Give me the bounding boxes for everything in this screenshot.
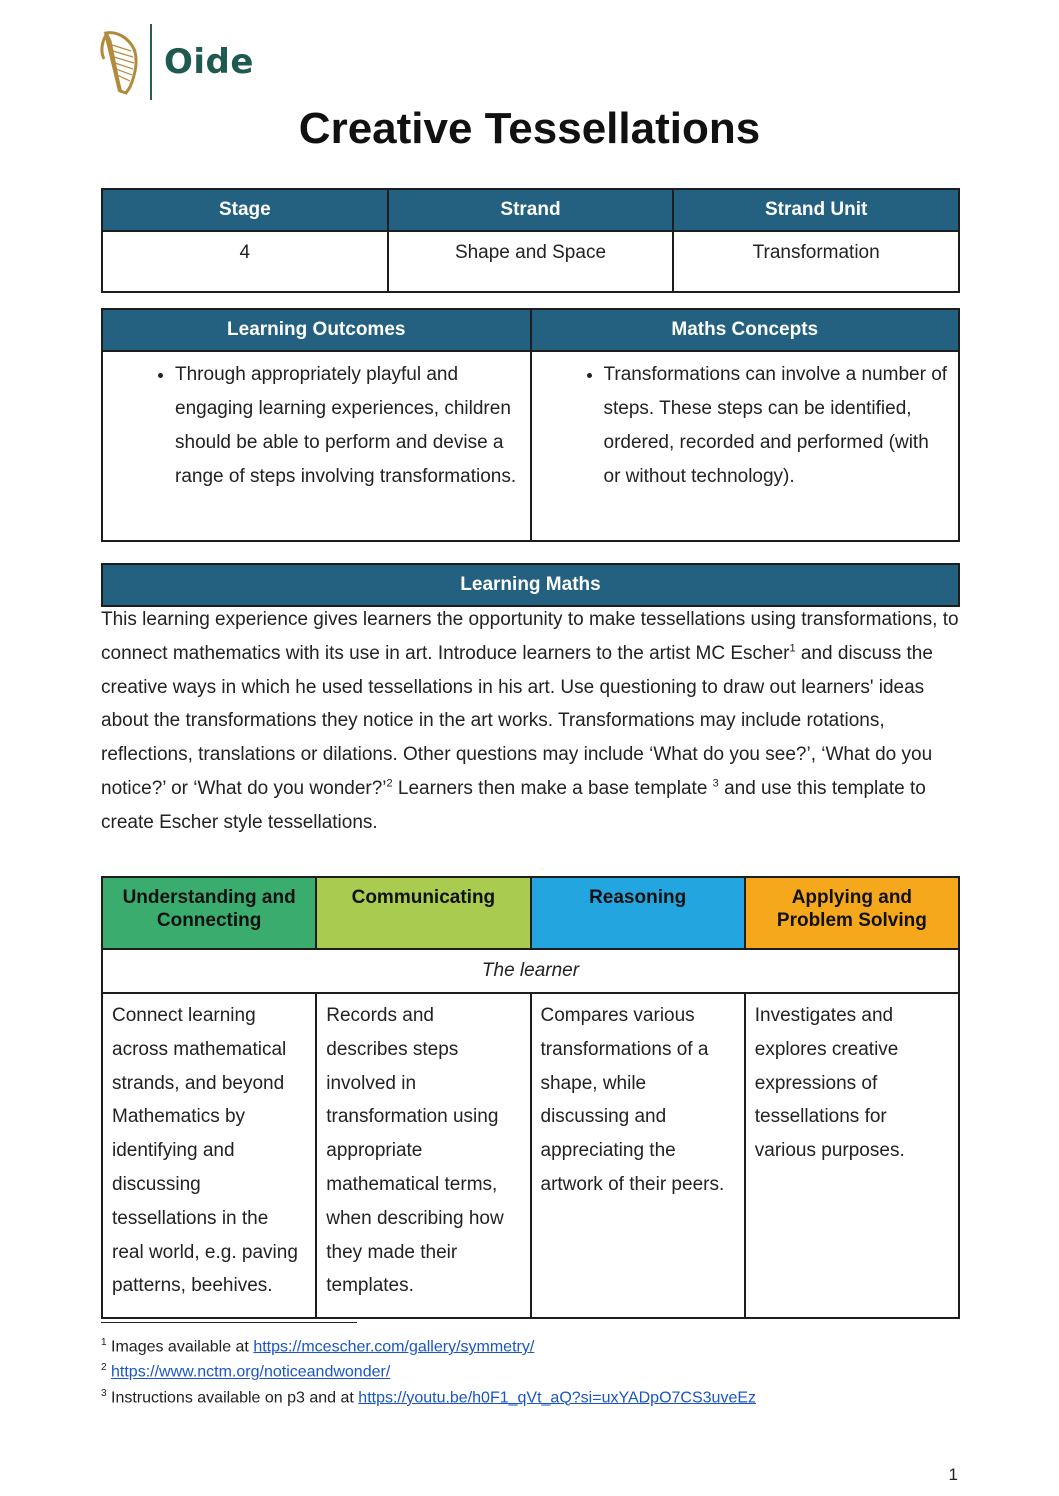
footnote-link-3[interactable]: https://youtu.be/h0F1_qVt_aQ?si=uxYADpO7CS3uveEz (358, 1388, 757, 1406)
learning-maths-part-4: and use this template to create Escher style tessellations. (101, 777, 926, 833)
learning-maths-part-2: and discuss the creative ways in which he used tessellations in his art. Use questioning to draw out learners' ideas about the transformations they notice in the art works. Transformations may include rotations, reflections, translations or dilations. Other questions may include ‘What do you see?’, ‘What do you notice?’ or ‘What do you wonder?’ (101, 642, 933, 799)
reasoning-text: Compares various transformations of a shape, while discussing and appreciating the artwork of their peers. (531, 993, 745, 1318)
applying-problem-solving-header: Applying and Problem Solving (745, 877, 959, 949)
footnote-link-2[interactable]: https://www.nctm.org/noticeandwonder/ (111, 1363, 391, 1381)
learning-maths-text (101, 603, 961, 840)
strand-unit-value: Transformation (673, 231, 959, 292)
footnote-number: 2 (101, 1362, 107, 1374)
footnote-number: 1 (101, 1337, 107, 1348)
maths-concept-cell (531, 351, 960, 541)
understanding-connecting-text: Connect learning across mathematical strands, and beyond Mathematics by identifying and discussing tessellations in the real world, e.g. paving patterns, beehives. (102, 993, 316, 1318)
footnote-1 (101, 1332, 756, 1357)
maths-concepts-header: Maths Concepts (531, 309, 960, 351)
footnotes (101, 1332, 756, 1408)
communicating-text: Records and describes steps involved in transformation using appropriate mathematical terms, when describing how they made their templates. (316, 993, 530, 1318)
stage-header: Stage (102, 189, 388, 231)
outcomes-table (101, 308, 960, 542)
page-title: Creative Tessellations (298, 104, 761, 153)
footnote-2 (101, 1357, 756, 1382)
the-learner-row: The learner (102, 949, 959, 993)
info-table (101, 188, 960, 293)
strand-header: Strand (388, 189, 674, 231)
communicating-header: Communicating (316, 877, 530, 949)
logo-divider (150, 24, 152, 100)
applying-problem-solving-text: Investigates and explores creative expressions of tessellations for various purposes. (745, 993, 959, 1318)
harp-icon (98, 29, 140, 95)
page-number: 1 (948, 1465, 958, 1484)
learning-outcome-cell (102, 351, 531, 541)
footnote-3 (101, 1383, 756, 1408)
maths-concept-item: • Transformations can involve a number of steps. These steps can be identified, ordered, recorded and performed (with or without technology). (604, 358, 949, 494)
learning-maths-heading: Learning Maths (101, 563, 960, 607)
learning-outcome-item: • Through appropriately playful and engaging learning experiences, children should be able to perform and devise a range of steps involving transformations. (175, 358, 520, 494)
logo-text: Oide (164, 42, 254, 82)
footnote-text: Instructions available on p3 and at (111, 1388, 359, 1406)
strand-unit-header: Strand Unit (673, 189, 959, 231)
footnote-divider (101, 1322, 357, 1323)
footnote-link-1[interactable]: https://mcescher.com/gallery/symmetry/ (253, 1338, 535, 1356)
learning-maths-part-3: Learners then make a base template (392, 777, 713, 799)
learning-maths-part-1: This learning experience gives learners the opportunity to make tessellations using transformations, to connect mathematics with its use in art. Introduce learners to the artist MC Escher (101, 609, 959, 664)
understanding-connecting-header: Understanding and Connecting (102, 877, 316, 949)
oide-logo (98, 24, 254, 100)
footnote-ref-3: 3 (712, 777, 719, 790)
footnote-number: 3 (101, 1387, 107, 1399)
footnote-text: Images available at (111, 1338, 254, 1356)
learning-outcomes-header: Learning Outcomes (102, 309, 531, 351)
competencies-table (101, 876, 960, 1319)
strand-value: Shape and Space (388, 231, 674, 292)
stage-value: 4 (102, 231, 388, 292)
reasoning-header: Reasoning (531, 877, 745, 949)
footnote-ref-2: 2 (386, 777, 393, 790)
footnote-ref-1: 1 (789, 642, 796, 655)
